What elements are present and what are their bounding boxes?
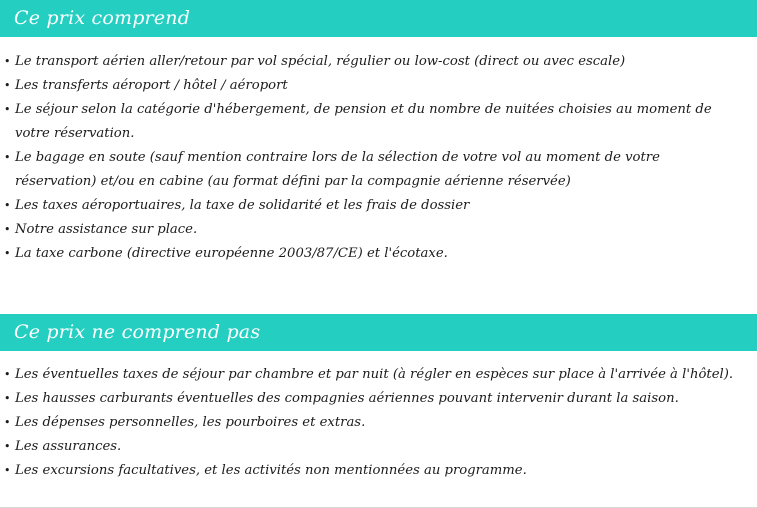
bullet-icon: • — [4, 223, 11, 236]
bullet-icon: • — [4, 79, 11, 92]
section-not-included-header — [0, 314, 757, 351]
list-item — [4, 194, 747, 218]
list-item — [4, 98, 747, 146]
bullet-icon: • — [4, 368, 11, 381]
section-not-included-title: Ce prix ne comprend pas — [14, 321, 261, 343]
list-item — [4, 411, 747, 435]
list-item — [4, 363, 747, 387]
list-item — [4, 74, 747, 98]
list-item-text: Le bagage en soute (sauf mention contraire lors de la sélection de votre vol au moment de votre réservation) et/ou en cabine (au format défini par la compagnie aérienne réservée) — [15, 150, 660, 189]
section-included-body — [0, 37, 757, 266]
list-item-text: Le transport aérien aller/retour par vol spécial, régulier ou low-cost (direct ou avec escale) — [15, 54, 626, 69]
section-spacer — [0, 266, 757, 314]
list-item — [4, 242, 747, 266]
bullet-icon: • — [4, 55, 11, 68]
list-item-text: Les excursions facultatives, et les activités non mentionnées au programme. — [15, 463, 527, 478]
list-item — [4, 459, 747, 483]
list-item-text: Les hausses carburants éventuelles des compagnies aériennes pouvant intervenir durant la saison. — [15, 391, 679, 406]
section-included-header — [0, 0, 757, 37]
list-item-text: Les assurances. — [15, 439, 122, 454]
list-item — [4, 50, 747, 74]
bullet-icon: • — [4, 416, 11, 429]
bullet-icon: • — [4, 247, 11, 260]
list-item-text: Les taxes aéroportuaires, la taxe de solidarité et les frais de dossier — [15, 198, 470, 213]
bullet-icon: • — [4, 151, 11, 164]
list-item-text: Le séjour selon la catégorie d'hébergement, de pension et du nombre de nuitées choisies au moment de votre réservation. — [15, 102, 712, 141]
bullet-icon: • — [4, 199, 11, 212]
section-not-included-body — [0, 351, 757, 483]
list-item-text: La taxe carbone (directive européenne 2003/87/CE) et l'écotaxe. — [15, 246, 448, 261]
bullet-icon: • — [4, 440, 11, 453]
list-item-text: Notre assistance sur place. — [15, 222, 198, 237]
list-item — [4, 218, 747, 242]
bullet-icon: • — [4, 464, 11, 477]
list-item — [4, 435, 747, 459]
section-included-title: Ce prix comprend — [14, 7, 191, 29]
list-item — [4, 387, 747, 411]
bullet-icon: • — [4, 103, 11, 116]
list-item-text: Les éventuelles taxes de séjour par chambre et par nuit (à régler en espèces sur place à l'arrivée à l'hôtel). — [15, 367, 734, 382]
bullet-icon: • — [4, 392, 11, 405]
list-item — [4, 146, 747, 194]
list-item-text: Les dépenses personnelles, les pourboires et extras. — [15, 415, 366, 430]
list-item-text: Les transferts aéroport / hôtel / aéroport — [15, 78, 288, 93]
section-not-included — [0, 314, 757, 483]
